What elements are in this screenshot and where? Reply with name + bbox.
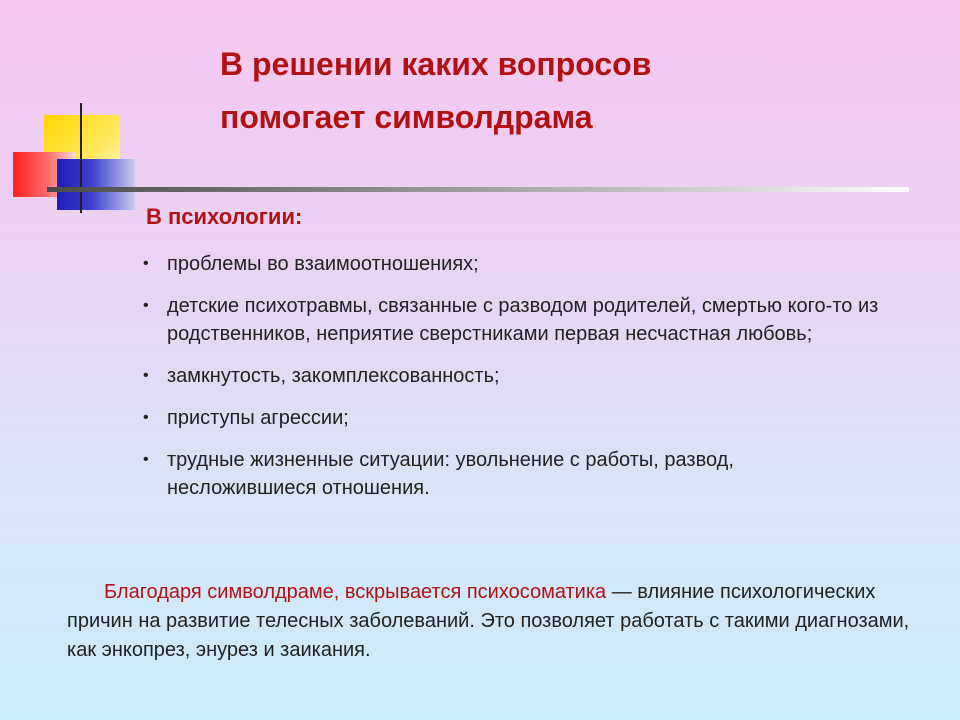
slide-title bbox=[220, 38, 900, 144]
list-item-text: проблемы во взаимоотношениях; bbox=[167, 253, 479, 275]
section-heading: В психологии: bbox=[146, 204, 303, 229]
footer-paragraph bbox=[67, 578, 937, 665]
bullet-icon: • bbox=[143, 367, 149, 384]
bullet-icon: • bbox=[143, 409, 149, 426]
list-item bbox=[142, 404, 882, 432]
bullet-icon: • bbox=[143, 297, 149, 314]
blue-square bbox=[57, 159, 135, 210]
footer-text: — влияние психологических причин на развитие телесных заболеваний. Это позволяет работать с такими диагнозами, как энкопрез, энурез и заикания. bbox=[67, 581, 910, 661]
footer-highlight: Благодаря символдраме, вскрывается психосоматика bbox=[104, 581, 607, 603]
list-item bbox=[142, 362, 882, 390]
list-item bbox=[142, 292, 882, 348]
bullet-icon: • bbox=[143, 451, 149, 468]
bullet-icon: • bbox=[143, 255, 149, 272]
list-item-text: трудные жизненные ситуации: увольнение с работы, развод, несложившиеся отношения. bbox=[167, 449, 734, 499]
list-item-text: замкнутость, закомплексованность; bbox=[167, 365, 500, 387]
vertical-rule bbox=[80, 103, 82, 213]
title-line-2: помогает символдрама bbox=[220, 99, 593, 135]
decorative-squares bbox=[0, 0, 140, 230]
horizontal-rule bbox=[47, 187, 909, 192]
list-item bbox=[142, 446, 882, 502]
list-item bbox=[142, 250, 882, 278]
list-item-text: детские психотравмы, связанные с разводом родителей, смертью кого-то из родственников, неприятие сверстниками первая несчастная любовь; bbox=[167, 295, 879, 345]
title-line-1: В решении каких вопросов bbox=[220, 46, 652, 82]
list-item-text: приступы агрессии; bbox=[167, 407, 349, 429]
bullet-list bbox=[142, 250, 882, 516]
